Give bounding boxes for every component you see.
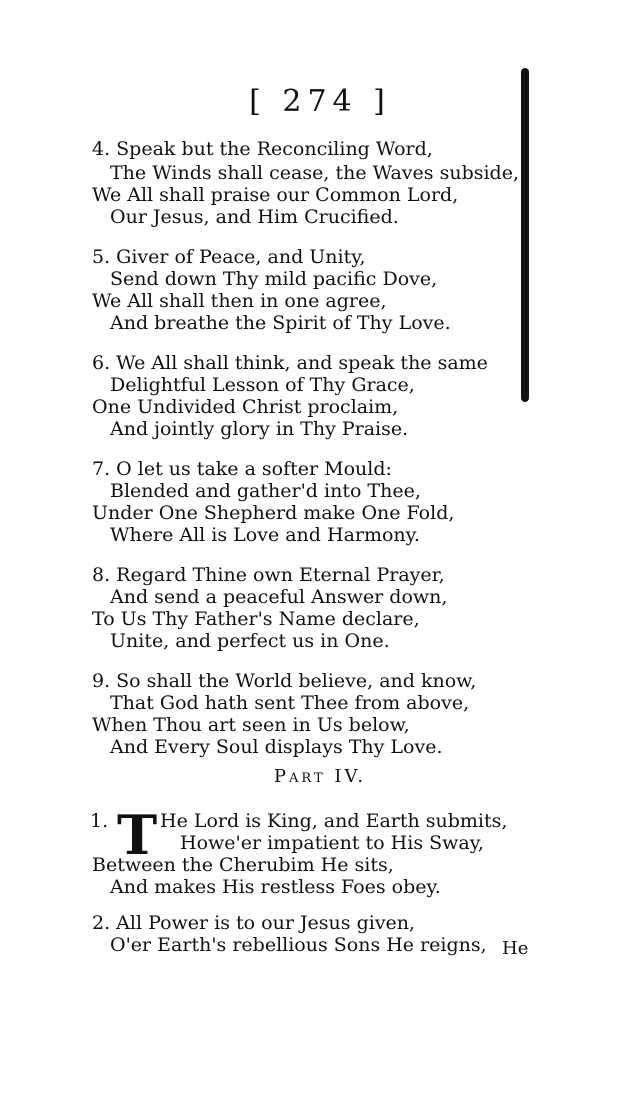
stanza-4-line-2: The Winds shall cease, the Waves subside, [110, 162, 520, 184]
stanza-9-line-1: 9. So shall the World believe, and know, [92, 670, 477, 692]
stanza-5-line-4: And breathe the Spirit of Thy Love. [110, 312, 451, 334]
stanza-8-line-4: Unite, and perfect us in One. [110, 630, 390, 652]
stanza-5-line-2: Send down Thy mild pacific Dove, [110, 268, 438, 290]
stanza-8-line-1: 8. Regard Thine own Eternal Prayer, [92, 564, 445, 586]
stanza-7-line-2: Blended and gather'd into Thee, [110, 480, 421, 502]
stanza-4-line-3: We All shall praise our Common Lord, [92, 184, 459, 206]
part4-dropcap: T [117, 803, 158, 867]
stanza-5-line-3: We All shall then in one agree, [92, 290, 387, 312]
part4-stanza-1-line-2: Howe'er impatient to His Sway, [180, 832, 484, 854]
stanza-4-line-1: 4. Speak but the Reconciling Word, [92, 138, 433, 160]
stanza-5-line-1: 5. Giver of Peace, and Unity, [92, 246, 366, 268]
part4-stanza-1-line-4: And makes His restless Foes obey. [110, 876, 441, 898]
stanza-9-line-2: That God hath sent Thee from above, [110, 692, 470, 714]
page-number: [ 274 ] [249, 84, 391, 119]
part4-stanza-1-line-3: Between the Cherubim He sits, [92, 854, 394, 876]
part4-stanza-2-line-2: O'er Earth's rebellious Sons He reigns, [110, 934, 487, 956]
part4-stanza-2-line-1: 2. All Power is to our Jesus given, [92, 912, 416, 934]
stanza-9-line-4: And Every Soul displays Thy Love. [110, 736, 443, 758]
stanza-9-line-3: When Thou art seen in Us below, [92, 714, 410, 736]
stanza-7-line-1: 7. O let us take a softer Mould: [92, 458, 392, 480]
stanza-6-line-4: And jointly glory in Thy Praise. [110, 418, 409, 440]
part-heading: Part IV. [273, 766, 367, 787]
part4-stanza-1-line-1: He Lord is King, and Earth submits, [160, 810, 508, 832]
margin-bar [521, 68, 529, 402]
stanza-7-line-3: Under One Shepherd make One Fold, [92, 502, 455, 524]
stanza-6-line-2: Delightful Lesson of Thy Grace, [110, 374, 415, 396]
stanza-6-line-3: One Undivided Christ proclaim, [92, 396, 399, 418]
stanza-4-line-4: Our Jesus, and Him Crucified. [110, 206, 399, 228]
stanza-7-line-4: Where All is Love and Harmony. [110, 524, 420, 546]
part4-stanza-1-number: 1. [90, 810, 109, 832]
stanza-8-line-2: And send a peaceful Answer down, [110, 586, 448, 608]
stanza-8-line-3: To Us Thy Father's Name declare, [92, 608, 420, 630]
stanza-6-line-1: 6. We All shall think, and speak the same [92, 352, 488, 374]
catchword: He [502, 938, 529, 959]
